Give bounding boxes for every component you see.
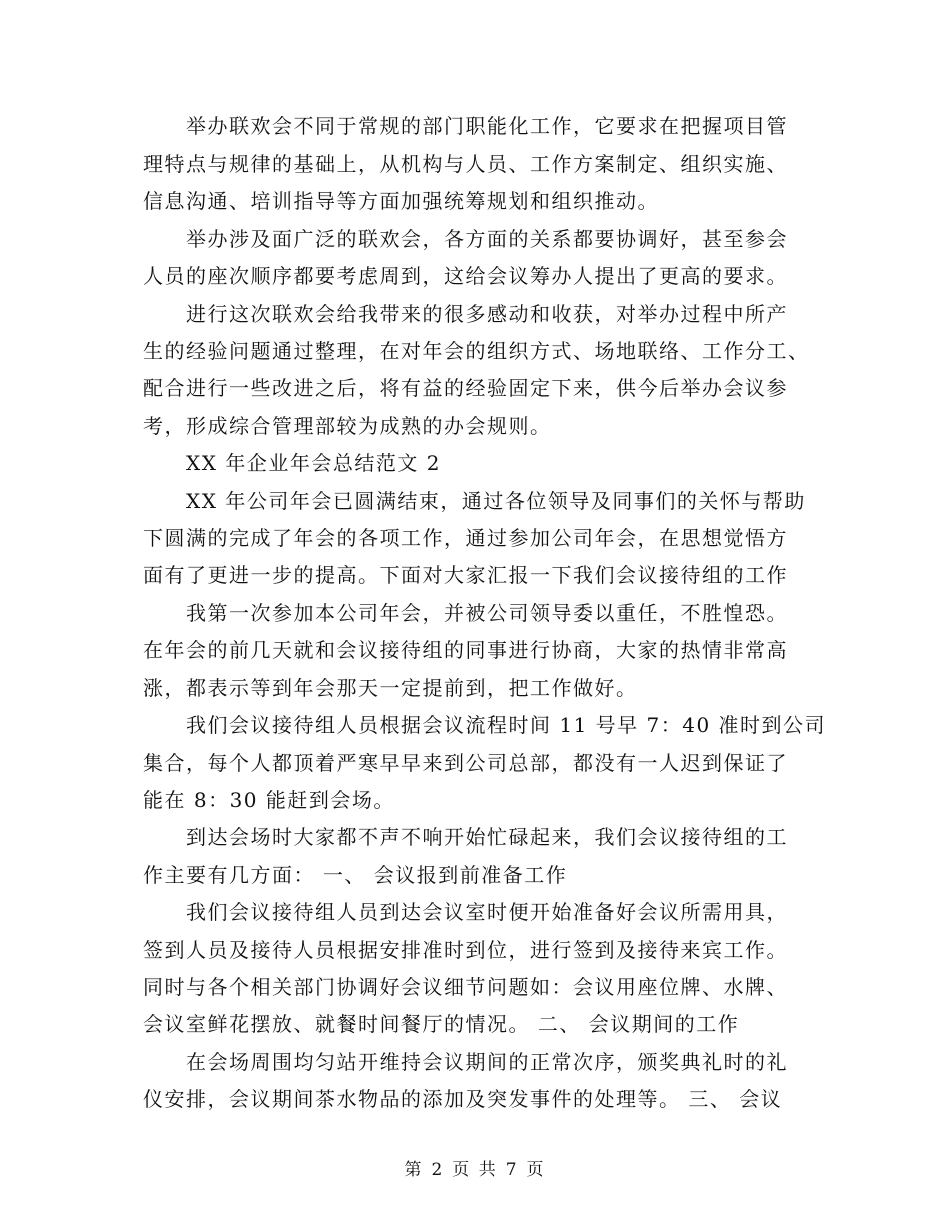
text-line: 我们会议接待组人员到达会议室时便开始准备好会议所需用具， — [186, 900, 788, 924]
text-line: 仪安排，会议期间茶水物品的添加及突发事件的处理等。 三、 会议 — [143, 1087, 783, 1111]
footer-prefix: 第 — [404, 1160, 424, 1180]
text-line: 举办联欢会不同于常规的部门职能化工作，它要求在把握项目管 — [186, 114, 788, 138]
text-line: 集合，每个人都顶着严寒早早来到公司总部，都没有一人迟到保证了 — [143, 751, 788, 775]
text-line: 人员的座次顺序都要考虑周到，这给会议筹办人提出了更高的要求。 — [143, 264, 788, 288]
footer-suffix: 页 — [526, 1160, 546, 1180]
text-line: 生的经验问题通过整理，在对年会的组织方式、场地联络、工作分工、 — [143, 339, 810, 363]
text-line: 下圆满的完成了年会的各项工作，通过参加公司年会，在思想觉悟方 — [143, 526, 788, 550]
text-line: 到达会场时大家都不声不响开始忙碌起来，我们会议接待组的工 — [186, 825, 788, 849]
text-line: 我们会议接待组人员根据会议流程时间 11 号早 7：40 准时到公司 — [186, 713, 827, 737]
text-line: 签到人员及接待人员根据安排准时到位，进行签到及接待来宾工作。 — [143, 938, 788, 962]
section-heading: XX 年企业年会总结范文 2 — [186, 451, 441, 475]
text-line: 作主要有几方面： 一、 会议报到前准备工作 — [143, 863, 568, 887]
text-line: 面有了更进一步的提高。下面对大家汇报一下我们会议接待组的工作 — [143, 563, 788, 587]
text-line: XX 年公司年会已圆满结束，通过各位领导及同事们的关怀与帮助 — [186, 489, 806, 513]
text-line: 进行这次联欢会给我带来的很多感动和收获，对举办过程中所产 — [186, 302, 788, 326]
text-line: 在会场周围均匀站开维持会议期间的正常次序，颁奖典礼时的礼 — [186, 1050, 788, 1074]
text-line: 我第一次参加本公司年会，并被公司领导委以重任，不胜惶恐。 — [186, 601, 788, 625]
text-line: 能在 8：30 能赶到会场。 — [143, 788, 395, 812]
text-line: 会议室鲜花摆放、就餐时间餐厅的情况。 二、 会议期间的工作 — [143, 1012, 740, 1036]
text-line: 配合进行一些改进之后，将有益的经验固定下来，供今后举办会议参 — [143, 376, 788, 400]
footer-middle: 页 共 — [452, 1160, 498, 1180]
page-footer — [0, 1155, 950, 1180]
page-number: 2 — [431, 1160, 445, 1180]
text-line: 信息沟通、培训指导等方面加强统筹规划和组织推动。 — [143, 189, 659, 213]
text-line: 举办涉及面广泛的联欢会，各方面的关系都要协调好，甚至参会 — [186, 227, 788, 251]
text-line: 同时与各个相关部门协调好会议细节问题如：会议用座位牌、水牌、 — [143, 975, 788, 999]
text-line: 涨，都表示等到年会那天一定提前到，把工作做好。 — [143, 676, 638, 700]
total-pages: 7 — [505, 1160, 519, 1180]
text-line: 考，形成综合管理部较为成熟的办会规则。 — [143, 414, 552, 438]
text-line: 理特点与规律的基础上，从机构与人员、工作方案制定、组织实施、 — [143, 152, 788, 176]
text-line: 在年会的前几天就和会议接待组的同事进行协商，大家的热情非常高 — [143, 638, 788, 662]
